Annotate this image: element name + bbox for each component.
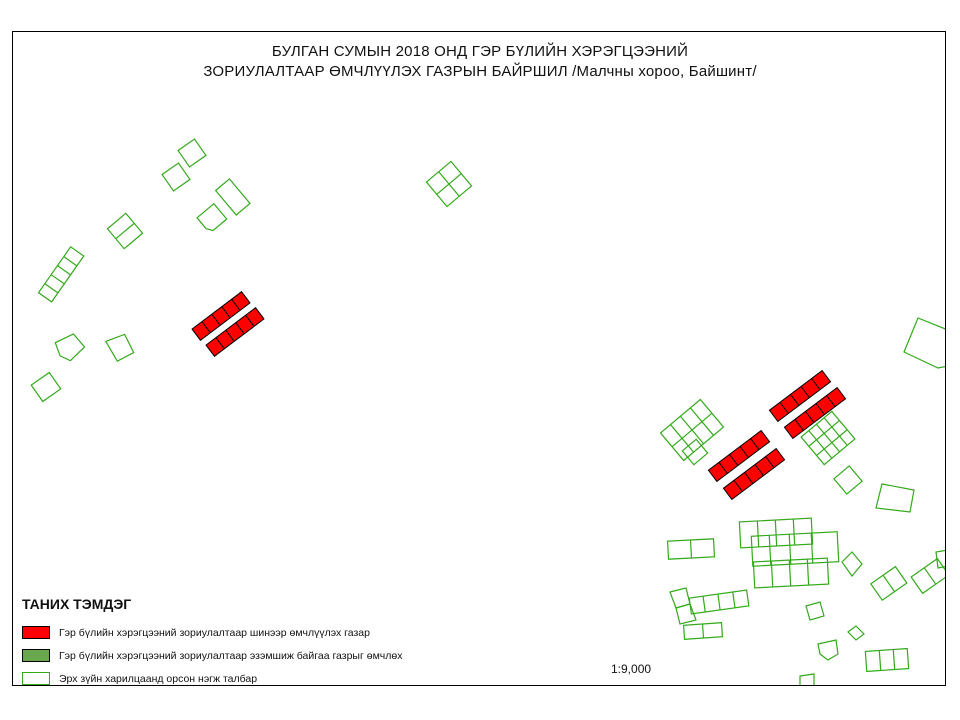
parcel-group <box>670 588 749 624</box>
title-line-2: ЗОРИУЛАЛТААР ӨМЧЛҮҮЛЭХ ГАЗРЫН БАЙРШИЛ /Малчны хороо, Байшинт/ <box>203 63 757 80</box>
legend-item <box>22 667 482 690</box>
registered-parcel <box>806 602 824 620</box>
registered-parcel <box>818 640 838 660</box>
registered-parcel <box>904 318 948 368</box>
parcel-group <box>911 559 949 594</box>
legend-label: Гэр бүлийн хэрэгцээний зориулалтаар шинээр өмчлүүлэх газар <box>59 626 370 639</box>
parcel-group <box>865 649 908 672</box>
new-parcels <box>192 292 846 500</box>
legend-swatch-registered-parcel <box>22 672 50 685</box>
legend-heading: ТАНИХ ТЭМДЭГ <box>22 596 132 612</box>
parcel-group <box>668 539 715 559</box>
registered-parcel <box>834 466 862 494</box>
registered-parcel <box>105 333 134 362</box>
registered-parcel <box>162 163 190 191</box>
parcel-group <box>105 333 134 362</box>
parcel-group <box>39 247 84 302</box>
parcel-group <box>162 163 190 191</box>
legend-item <box>22 621 482 644</box>
registered-parcel <box>55 332 88 363</box>
map-title <box>0 42 960 82</box>
legend <box>22 596 482 690</box>
parcel-group <box>216 179 250 215</box>
legend-item <box>22 644 482 667</box>
registered-parcel <box>800 674 814 690</box>
legend-label: Эрх зүйн харилцаанд орсон нэгж талбар <box>59 672 258 685</box>
title-line-1: БУЛГАН СУМЫН 2018 ОНД ГЭР БҮЛИЙН ХЭРЭГЦЭЭНИЙ <box>271 43 689 60</box>
parcel-group <box>31 372 60 401</box>
parcel-group <box>55 332 88 363</box>
legend-swatch-existing-parcel <box>22 649 50 662</box>
registered-parcel <box>842 552 862 576</box>
parcel-group <box>107 213 142 248</box>
registered-parcel <box>197 204 227 233</box>
parcel-group <box>426 161 471 206</box>
registered-parcel <box>876 484 914 512</box>
parcel-group <box>739 518 812 548</box>
parcel-group <box>197 204 227 233</box>
parcel-group <box>684 623 723 640</box>
registered-parcel <box>216 179 250 215</box>
parcel-group <box>661 399 724 460</box>
parcel-divider <box>116 223 134 238</box>
registered-parcel <box>178 139 206 167</box>
parcel-group <box>871 567 907 601</box>
parcel-group <box>178 139 206 167</box>
parcel-group <box>834 466 862 494</box>
registered-parcel <box>39 247 84 302</box>
registered-parcel <box>848 626 864 640</box>
scale-label: 1:9,000 <box>611 662 652 676</box>
registered-parcel <box>31 372 60 401</box>
registered-parcel <box>865 649 908 672</box>
legend-label: Гэр бүлийн хэрэгцээний зориулалтаар эзэмшиж байгаа газрыг өмчлөх <box>59 649 403 662</box>
legend-swatch-new-parcel <box>22 626 50 639</box>
